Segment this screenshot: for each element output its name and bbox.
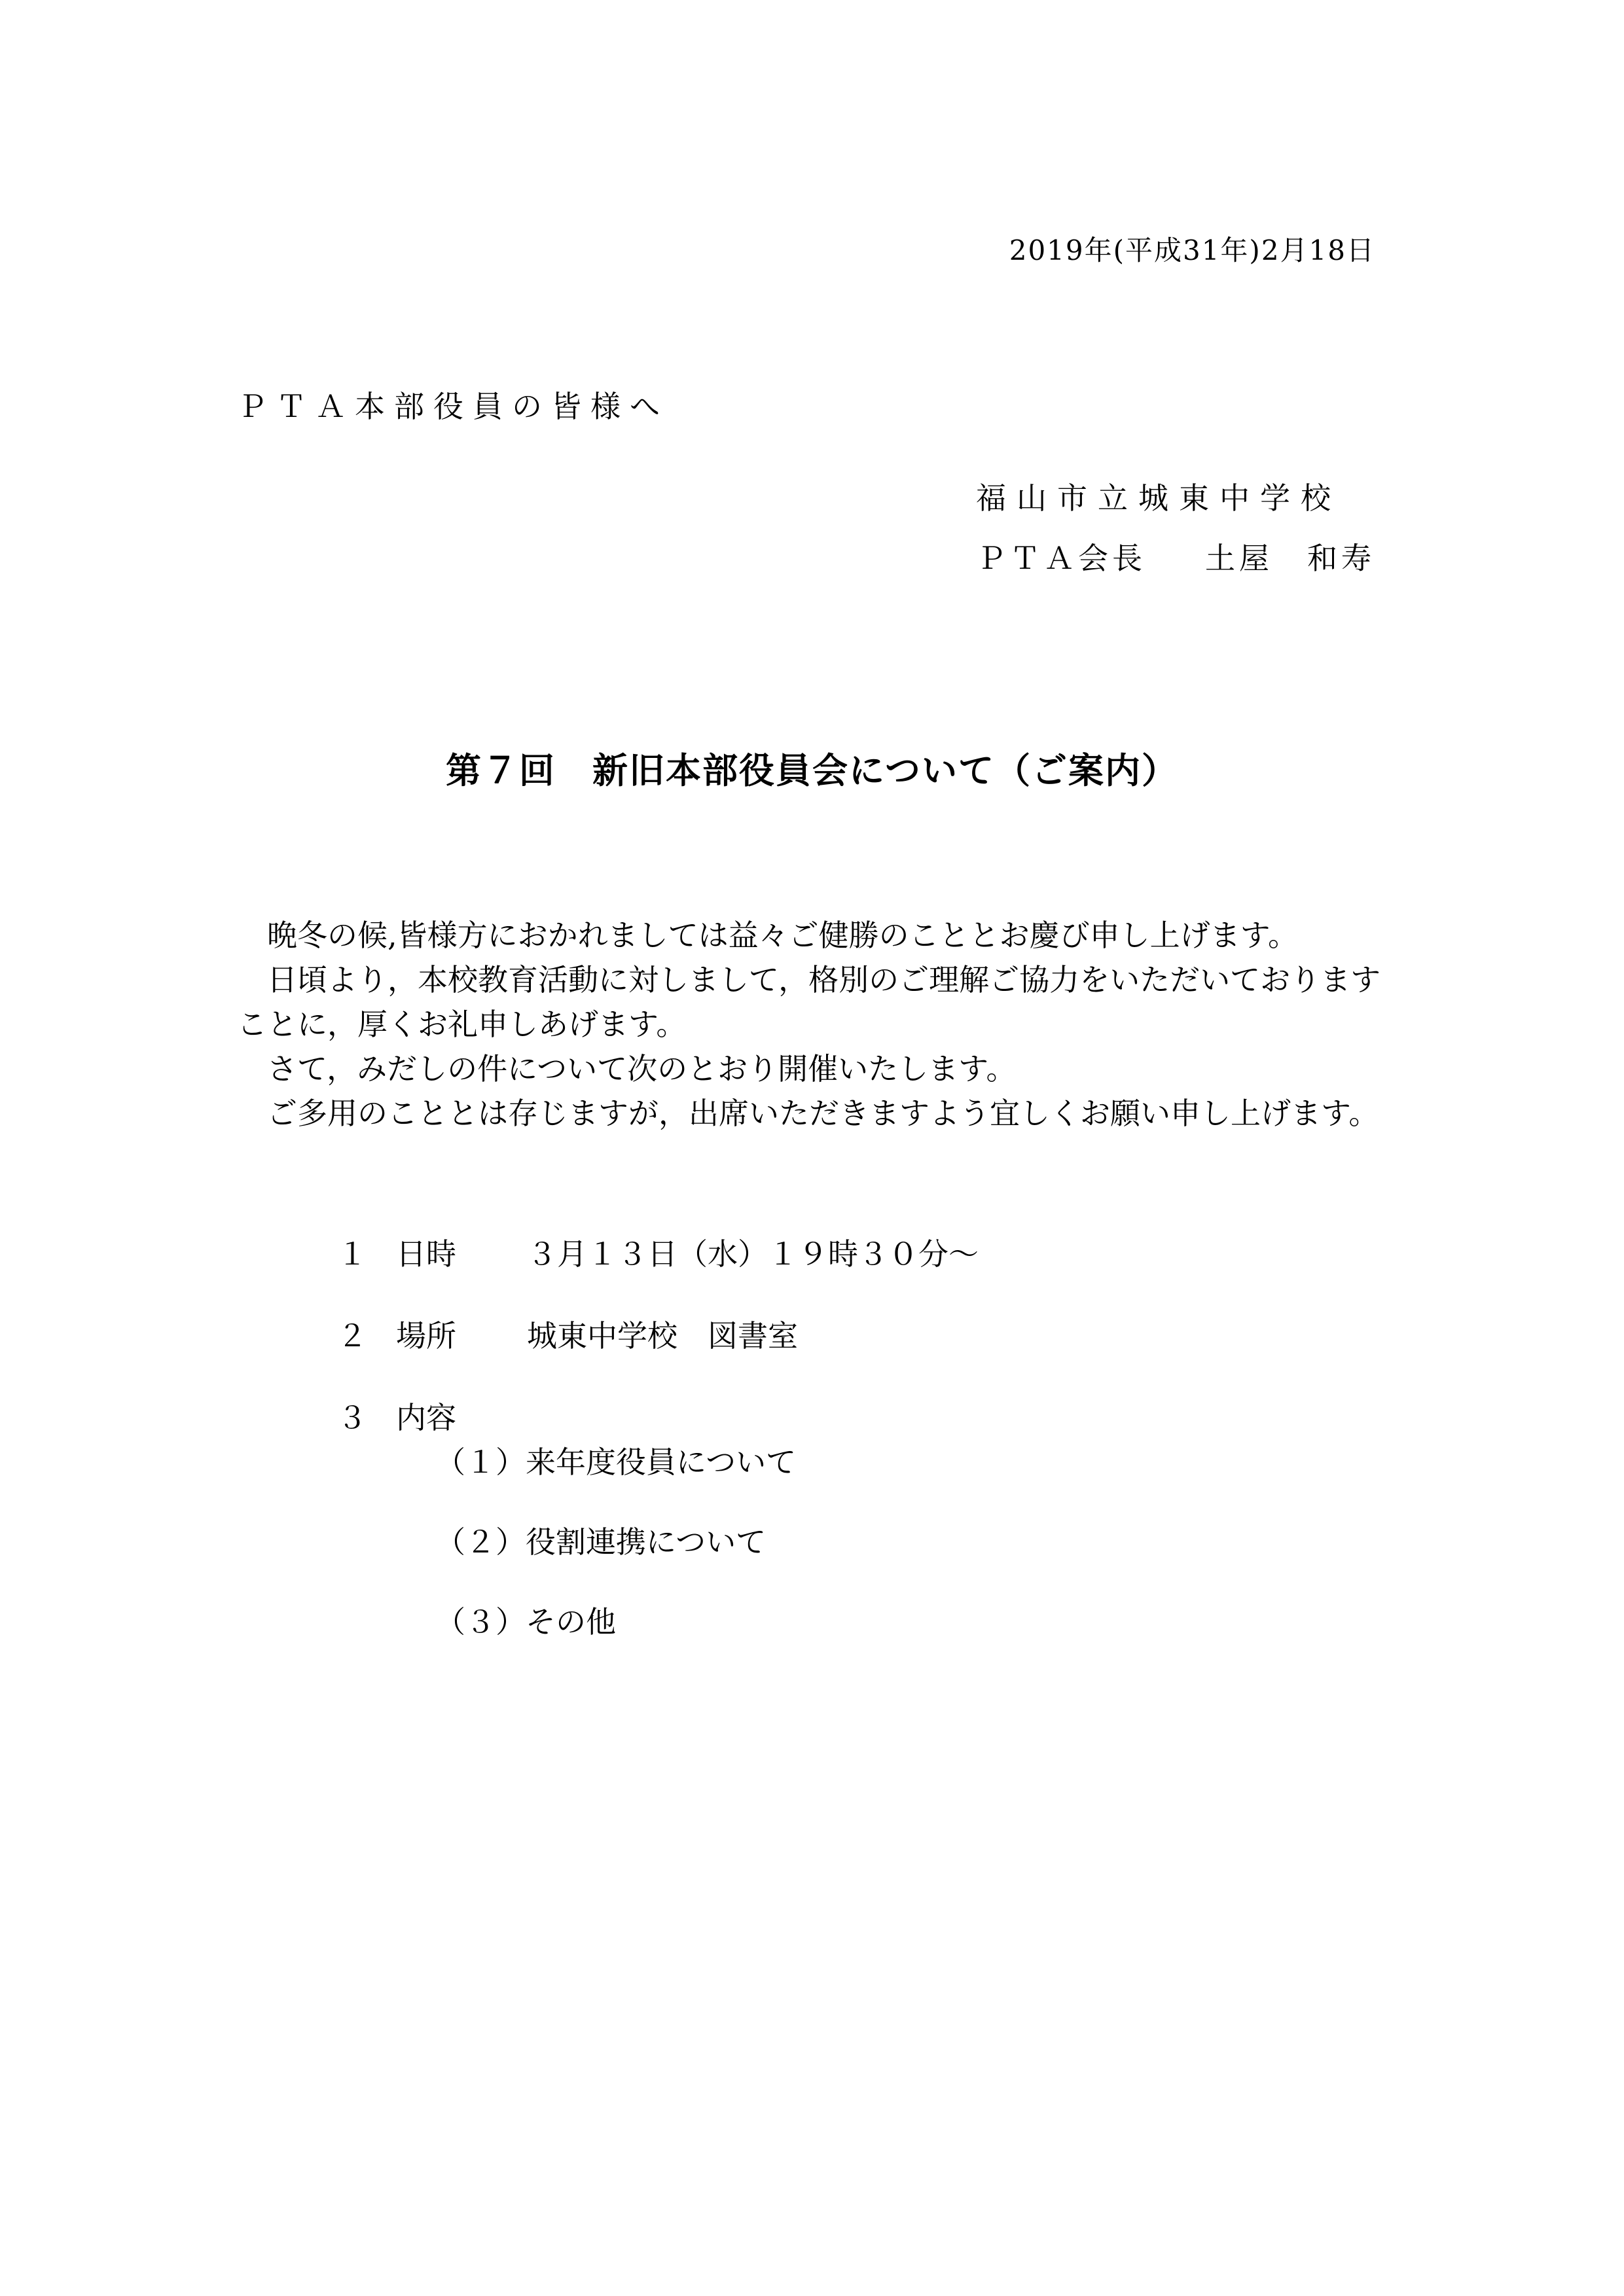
detail-datetime: [337, 1230, 979, 1274]
detail-content: [337, 1394, 527, 1437]
content-subitem-3: （３）その他: [435, 1604, 616, 1640]
detail-value: ３月１３日（水）１９時３０分～: [527, 1236, 979, 1272]
sender-role: ＰＴＡ会長: [976, 541, 1146, 576]
body-paragraph-request: ご多用のこととは存じますが，出席いただきますよう宜しくお願い申し上げます。: [267, 1096, 1379, 1131]
detail-number: ３: [337, 1400, 367, 1435]
detail-label: 日時: [396, 1236, 456, 1272]
detail-location: [337, 1312, 798, 1355]
body-text: [237, 913, 1389, 1136]
document-date: 2019年(平成31年)2月18日: [1009, 234, 1375, 266]
detail-label: 場所: [396, 1318, 456, 1354]
body-paragraph-announcement: さて，みだしの件について次のとおり開催いたします。: [267, 1051, 1017, 1086]
addressee: ＰＴＡ本部役員の皆様へ: [237, 389, 669, 424]
sender-school: 福山市立城東中学校: [976, 480, 1341, 516]
content-subitem-2: （２）役割連携について: [435, 1524, 767, 1560]
body-paragraph-thanks: 日頃より，本校教育活動に対しまして，格別のご理解ご協力をいただいておりますことに，厚くお礼申しあげます。: [237, 962, 1381, 1042]
detail-number: ２: [337, 1318, 367, 1354]
sender-representative: [976, 528, 1375, 588]
sender-name: 土屋 和寿: [1205, 541, 1375, 576]
detail-number: １: [337, 1236, 367, 1272]
document-title: 第７回 新旧本部役員会について（ご案内）: [446, 750, 1178, 791]
detail-label: 内容: [396, 1400, 456, 1435]
sender-block: [976, 468, 1375, 588]
detail-value: 城東中学校 図書室: [527, 1318, 798, 1354]
content-subitem-1: （１）来年度役員について: [435, 1444, 797, 1480]
body-paragraph-greeting: 晩冬の候,皆様方におかれましては益々ご健勝のこととお慶び申し上げます。: [267, 918, 1298, 953]
